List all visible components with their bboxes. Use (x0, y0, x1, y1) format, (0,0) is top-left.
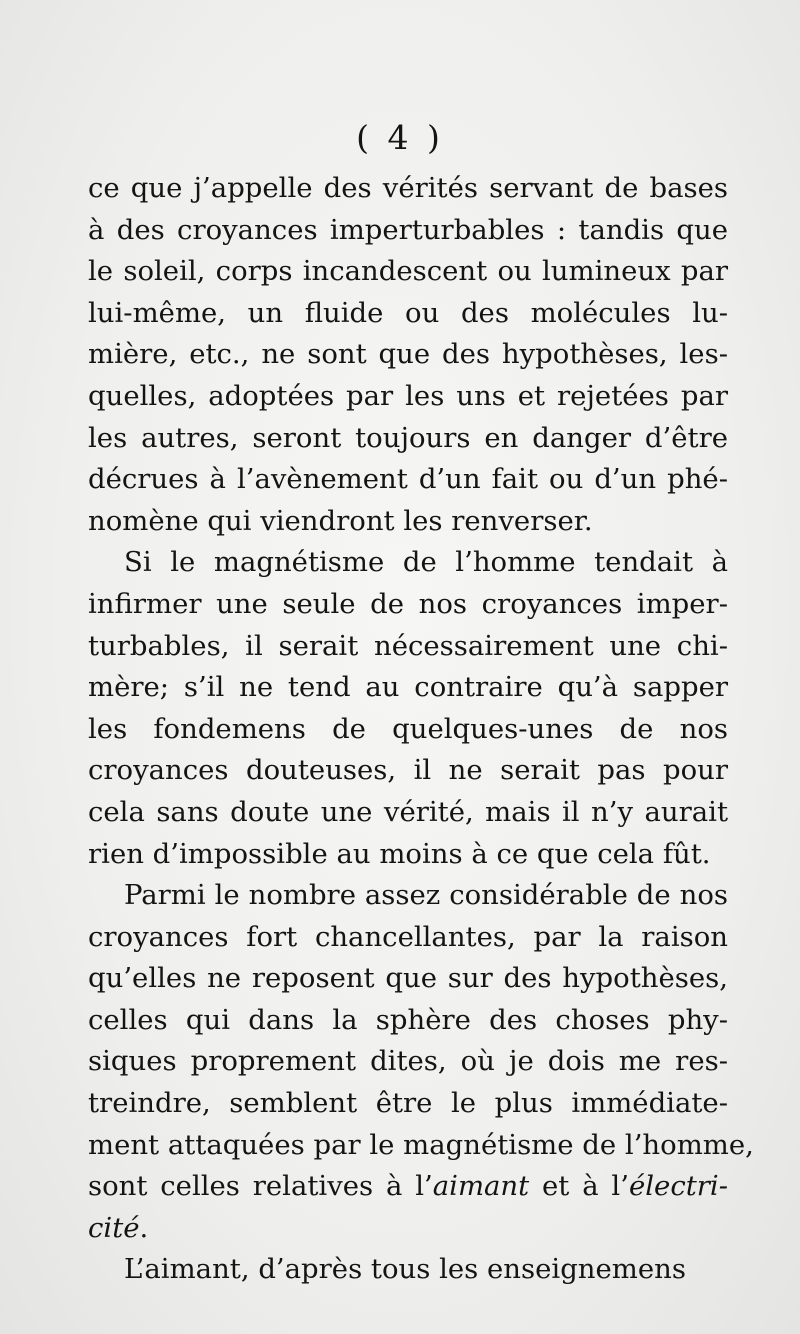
text-line: croyances douteuses, il ne serait pas pour (88, 754, 728, 787)
text-line: le soleil, corps incandescent ou lumineux par (88, 255, 728, 288)
italic-word-cite: cité (88, 1211, 140, 1244)
page-number: ( 4 ) (356, 118, 444, 157)
text-line: celles qui dans la sphère des choses phy- (88, 1003, 728, 1036)
text-line: lui-même, un fluide ou des molécules lu- (88, 296, 728, 329)
text-line: nomène qui viendront les renverser. (88, 504, 593, 537)
text-line: mière, etc., ne sont que des hypothèses, les- (88, 338, 728, 371)
body-text (88, 168, 754, 1291)
text-line: turbables, il serait nécessairement une chi- (88, 629, 728, 662)
italic-word-electricite: électri- (628, 1170, 728, 1203)
text-line: Si le magnétisme de l’homme tendait à (124, 546, 728, 579)
text-line: croyances fort chancellantes, par la raison (88, 920, 728, 953)
text-line: quelles, adoptées par les uns et rejetées par (88, 379, 728, 412)
text-segment: et à l’ (529, 1170, 629, 1203)
text-line: mère; s’il ne tend au contraire qu’à sapper (88, 671, 728, 704)
text-line-italic (88, 1166, 728, 1208)
text-segment: . (139, 1211, 149, 1244)
text-line: les fondemens de quelques-unes de nos (88, 712, 728, 745)
text-line: cela sans doute une vérité, mais il n’y aurait (88, 795, 728, 828)
text-line: Parmi le nombre assez considérable de nos (124, 879, 728, 912)
text-line: à des croyances imperturbables : tandis que (88, 213, 728, 246)
text-line: qu’elles ne reposent que sur des hypothèses, (88, 962, 728, 995)
text-line-italic-end (88, 1208, 728, 1250)
text-line: les autres, seront toujours en danger d’être (88, 421, 728, 454)
text-line: treindre, semblent être le plus immédiate- (88, 1087, 728, 1120)
text-line: décrues à l’avènement d’un fait ou d’un phé- (88, 463, 728, 496)
text-line: ce que j’appelle des vérités servant de bases (88, 172, 728, 204)
text-line: siques proprement dites, où je dois me res- (88, 1045, 728, 1078)
text-line: rien d’impossible au moins à ce que cela fût. (88, 837, 711, 870)
italic-word-aimant: aimant (432, 1170, 530, 1203)
text-line-final: L’aimant, d’après tous les enseignemens (124, 1253, 686, 1286)
text-line: infirmer une seule de nos croyances imper- (88, 587, 728, 620)
text-lines (88, 168, 754, 1166)
text-line: ment attaquées par le magnétisme de l’homme, (88, 1128, 754, 1161)
text-segment: sont celles relatives à l’ (88, 1170, 433, 1203)
